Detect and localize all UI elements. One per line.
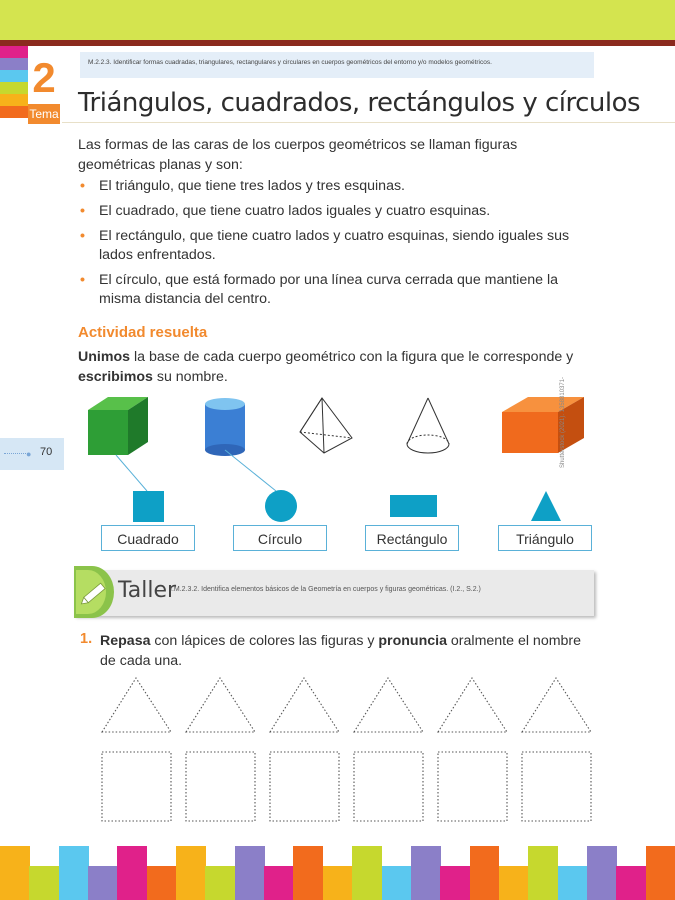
bottom-stripe [323,866,353,900]
dotted-triangle-icon [270,678,339,732]
dotted-square-icon [354,752,423,821]
bottom-color-stripes [0,846,675,900]
cone-outline-icon [407,398,449,453]
bottom-stripe [0,846,30,900]
label-circulo: Círculo [233,525,327,551]
intro-paragraph: Las formas de las caras de los cuerpos geométricos se llaman figuras geométricas planas y son: [78,137,518,173]
bottom-stripe [205,866,235,900]
bottom-stripe [528,846,558,900]
dotted-square-icon [522,752,591,821]
bottom-stripe [558,866,588,900]
connector-line [116,455,147,491]
circle-shape-icon [265,490,297,522]
taller-title: Taller [118,578,177,603]
exercise-verb-pronuncia: pronuncia [378,633,447,649]
bottom-stripe [88,866,118,900]
square-shape-icon [133,491,164,522]
pencil-icon [74,566,116,618]
bottom-stripe [264,866,294,900]
bottom-stripe [59,846,89,900]
green-cube-icon [88,397,148,455]
dotted-square-icon [102,752,171,821]
bottom-stripe [411,846,441,900]
label-triangulo: Triángulo [498,525,592,551]
bottom-stripe [646,846,675,900]
bullet-dot: • [80,272,85,288]
pyramid-outline-icon [300,398,352,453]
connector-line [225,450,276,491]
exercise-verb-repasa: Repasa [100,633,151,649]
bottom-stripe [117,846,147,900]
blue-cylinder-icon [205,398,245,456]
activity-title: Actividad resuelta [78,324,208,341]
bottom-stripe [235,846,265,900]
page-number: 70 [40,446,53,458]
exercise-text-2: oralmente el nombre de cada una. [100,633,582,669]
dotted-triangle-icon [186,678,255,732]
bottom-stripe [176,846,206,900]
activity-text-1: la base de cada cuerpo geométrico con la figura que le corresponde y [130,349,574,365]
bottom-stripe [587,846,617,900]
rectangle-shape-icon [390,495,437,517]
label-rectangulo: Rectángulo [365,525,459,551]
list-item-text: El cuadrado, que tiene cuatro lados iguales y cuatro esquinas. [99,203,491,219]
bottom-stripe [470,846,500,900]
dotted-triangle-icon [354,678,423,732]
list-item-text: El rectángulo, que tiene cuatro lados y cuatro esquinas, siendo iguales sus lados enfrentados. [99,228,570,263]
taller-skill-code: I.M.2.3.2. Identifica elementos básicos de la Geometría en cuerpos y figuras geométricas. (I.2., S.2.) [170,586,481,593]
activity-verb-unimos: Unimos [78,349,131,365]
activity-verb-escribimos: escribimos [78,369,153,385]
activity-text-2: su nombre. [152,369,228,385]
dotted-triangle-icon [522,678,591,732]
dotted-square-icon [270,752,339,821]
list-item-text: El círculo, que está formado por una línea curva cerrada que mantiene la misma distancia del centro. [99,272,558,307]
label-cuadrado: Cuadrado [101,525,195,551]
triangle-shape-icon [531,491,561,521]
bullet-dot: • [80,178,85,194]
bottom-stripe [29,866,59,900]
tema-number: 2 [32,54,56,101]
dotted-triangle-icon [438,678,507,732]
bullet-dot: • [80,228,85,244]
bottom-stripe [440,866,470,900]
bottom-stripe [293,846,323,900]
dotted-triangle-icon [102,678,171,732]
orange-prism-icon [502,397,584,453]
page-title: Triángulos, cuadrados, rectángulos y círculos [78,88,641,118]
exercise-number: 1. [80,631,93,647]
bullet-dot: • [80,203,85,219]
bottom-stripe [499,866,529,900]
exercise-instructions [100,631,600,671]
tema-label: Tema [28,104,60,124]
page-number-dot-icon: ● [26,449,32,459]
skill-code-banner: M.2.2.3. Identificar formas cuadradas, triangulares, rectangulares y circulares en cuerpos geométricos del entorno y/o modelos geométricos. [80,52,594,78]
image-credit: Shutterstock (2021). 1358810371- [560,376,566,468]
list-item-text: El triángulo, que tiene tres lados y tres esquinas. [99,178,405,194]
dotted-square-icon [186,752,255,821]
bottom-stripe [382,866,412,900]
bottom-stripe [147,866,177,900]
exercise-text-1: con lápices de colores las figuras y [150,633,379,649]
dotted-square-icon [438,752,507,821]
bottom-stripe [616,866,646,900]
bottom-stripe [352,846,382,900]
